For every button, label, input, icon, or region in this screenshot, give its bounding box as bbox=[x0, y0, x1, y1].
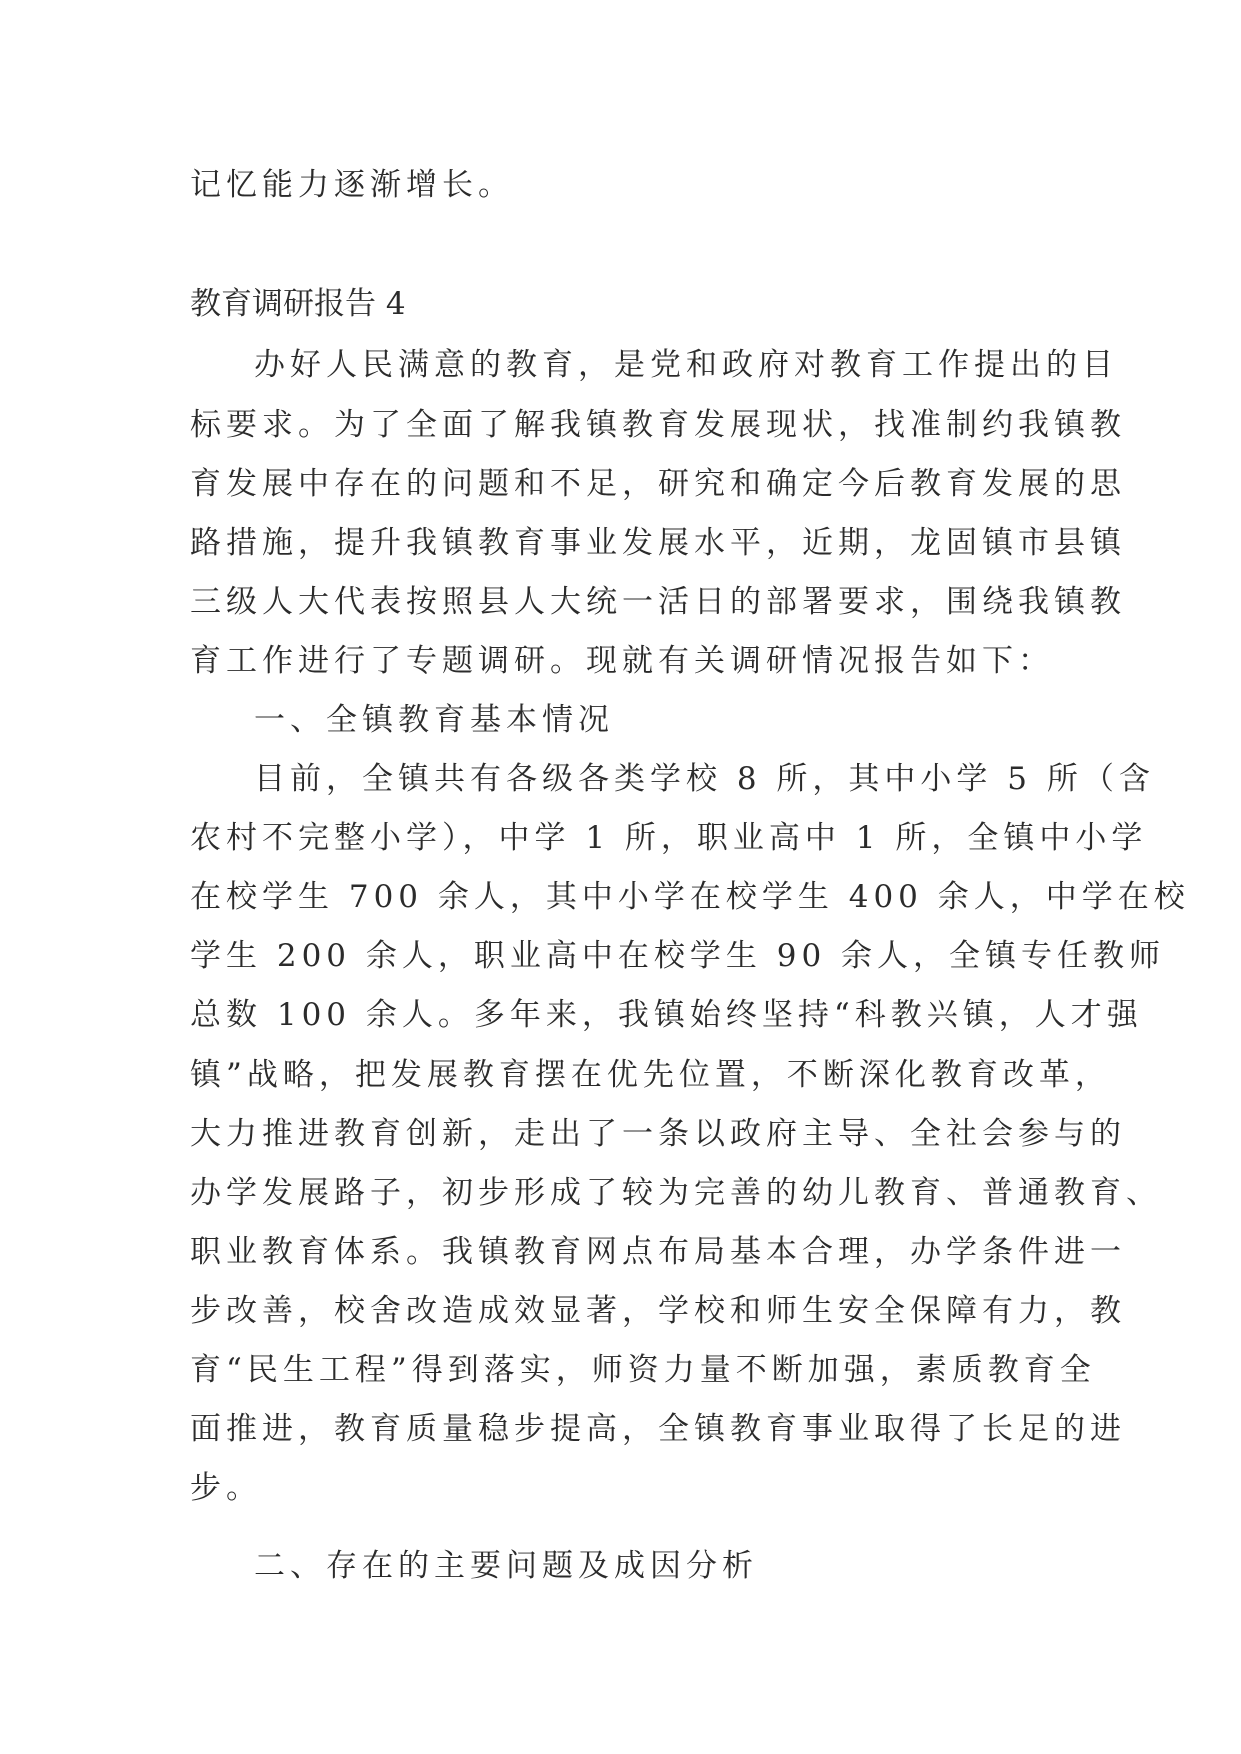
paragraph-line-7: 大力推进教育创新，走出了一条以政府主导、全社会参与的 bbox=[190, 1116, 1126, 1152]
paragraph-line-8: 办学发展路子，初步形成了较为完善的幼儿教育、普通教育、 bbox=[190, 1175, 1162, 1211]
paragraph-line-6: 镇”战略，把发展教育摆在优先位置，不断深化教育改革， bbox=[190, 1057, 1111, 1093]
section-title: 教育调研报告 4 bbox=[190, 286, 406, 322]
paragraph-line-11: 育“民生工程”得到落实，师资力量不断加强，素质教育全 bbox=[190, 1352, 1096, 1388]
intro-line-2: 标要求。为了全面了解我镇教育发展现状，找准制约我镇教 bbox=[190, 407, 1126, 443]
paragraph-line-9: 职业教育体系。我镇教育网点布局基本合理，办学条件进一 bbox=[190, 1234, 1126, 1270]
paragraph-line-4: 学生 200 余人，职业高中在校学生 90 余人，全镇专任教师 bbox=[190, 938, 1166, 974]
heading-basic-situation: 一、全镇教育基本情况 bbox=[254, 702, 614, 738]
intro-line-4: 路措施，提升我镇教育事业发展水平，近期，龙固镇市县镇 bbox=[190, 525, 1126, 561]
paragraph-line-1: 目前，全镇共有各级各类学校 8 所，其中小学 5 所（含 bbox=[254, 761, 1155, 797]
paragraph-line-5: 总数 100 余人。多年来，我镇始终坚持“科教兴镇，人才强 bbox=[190, 997, 1143, 1033]
intro-line-5: 三级人大代表按照县人大统一活日的部署要求，围绕我镇教 bbox=[190, 584, 1126, 620]
intro-line-1: 办好人民满意的教育，是党和政府对教育工作提出的目 bbox=[254, 347, 1118, 383]
paragraph-line-13: 步。 bbox=[190, 1470, 262, 1506]
heading-main-problems: 二、存在的主要问题及成因分析 bbox=[254, 1548, 758, 1584]
paragraph-line-10: 步改善，校舍改造成效显著，学校和师生安全保障有力，教 bbox=[190, 1293, 1126, 1329]
paragraph-line-2: 农村不完整小学），中学 1 所，职业高中 1 所，全镇中小学 bbox=[190, 820, 1148, 856]
previous-section-ending: 记忆能力逐渐增长。 bbox=[190, 167, 514, 203]
intro-line-3: 育发展中存在的问题和不足，研究和确定今后教育发展的思 bbox=[190, 466, 1126, 502]
intro-line-6: 育工作进行了专题调研。现就有关调研情况报告如下： bbox=[190, 643, 1054, 679]
paragraph-line-12: 面推进，教育质量稳步提高，全镇教育事业取得了长足的进 bbox=[190, 1411, 1126, 1447]
paragraph-line-3: 在校学生 700 余人，其中小学在校学生 400 余人，中学在校 bbox=[190, 879, 1190, 915]
